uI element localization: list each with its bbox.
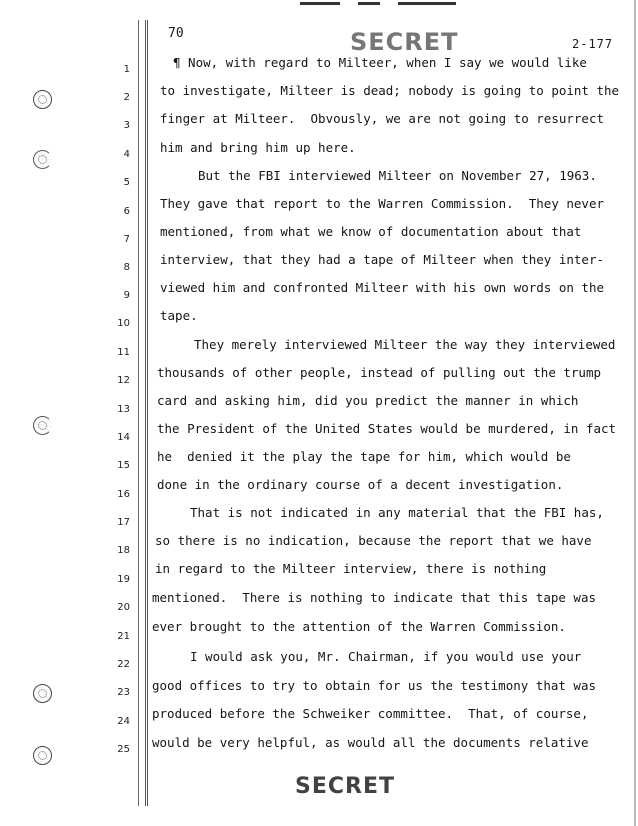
transcript-line: They merely interviewed Milteer the way they interviewed bbox=[194, 337, 616, 352]
line-number: 11 bbox=[117, 347, 130, 358]
transcript-line: That is not indicated in any material that the FBI has, bbox=[190, 505, 604, 520]
transcript-line: he denied it the play the tape for him, which would be bbox=[157, 449, 571, 464]
line-number: 1 bbox=[123, 64, 130, 75]
line-number: 23 bbox=[117, 687, 130, 698]
transcript-line: done in the ordinary course of a decent investigation. bbox=[157, 477, 564, 492]
transcript-line: interview, that they had a tape of Milteer when they inter- bbox=[160, 252, 605, 267]
line-number: 7 bbox=[123, 234, 130, 245]
transcript-line: mentioned. There is nothing to indicate that this tape was bbox=[152, 590, 597, 605]
classification-stamp-bottom: SECRET bbox=[295, 774, 395, 799]
transcript-line: They gave that report to the Warren Commission. They never bbox=[160, 196, 605, 211]
transcript-line: card and asking him, did you predict the manner in which bbox=[157, 393, 579, 408]
transcript-line: thousands of other people, instead of pulling out the trump bbox=[157, 365, 602, 380]
transcript-line: finger at Milteer. Obvously, we are not going to resurrect bbox=[160, 111, 605, 126]
transcript-line: to investigate, Milteer is dead; nobody is going to point the bbox=[160, 83, 620, 98]
transcript-line: But the FBI interviewed Milteer on November 27, 1963. bbox=[198, 168, 597, 183]
transcript-line: him and bring him up here. bbox=[160, 140, 356, 155]
line-number: 4 bbox=[123, 149, 130, 160]
transcript-line: would be very helpful, as would all the documents relative bbox=[152, 735, 589, 750]
line-number: 2 bbox=[123, 92, 130, 103]
line-number: 14 bbox=[117, 432, 130, 443]
transcript-line: in regard to the Milteer interview, there is nothing bbox=[155, 561, 547, 576]
transcript-line: mentioned, from what we know of documentation about that bbox=[160, 224, 582, 239]
transcript-line: produced before the Schweiker committee. That, of course, bbox=[152, 706, 589, 721]
margin-rule bbox=[138, 20, 139, 806]
transcript-line: viewed him and confronted Milteer with his own words on the bbox=[160, 280, 605, 295]
line-number: 12 bbox=[117, 375, 130, 386]
line-number: 8 bbox=[123, 262, 130, 273]
transcript-line: I would ask you, Mr. Chairman, if you would use your bbox=[190, 649, 582, 664]
transcript-line: the President of the United States would be murdered, in fact bbox=[157, 421, 617, 436]
transcript-line: good offices to try to obtain for us the testimony that was bbox=[152, 678, 597, 693]
page-number: 70 bbox=[168, 26, 184, 41]
binder-hole-icon bbox=[33, 416, 52, 435]
transcript-line: tape. bbox=[160, 308, 198, 323]
margin-rule-double bbox=[145, 20, 148, 806]
line-number: 13 bbox=[117, 404, 130, 415]
line-number: 3 bbox=[123, 120, 130, 131]
line-number: 22 bbox=[117, 659, 130, 670]
page-edge bbox=[634, 0, 636, 826]
line-number: 9 bbox=[123, 290, 130, 301]
transcript-line: ever brought to the attention of the Warren Commission. bbox=[152, 619, 566, 634]
binder-hole-icon bbox=[33, 150, 52, 169]
classification-stamp-top: SECRET bbox=[350, 28, 459, 56]
line-number: 21 bbox=[117, 631, 130, 642]
line-number: 24 bbox=[117, 716, 130, 727]
line-number: 15 bbox=[117, 460, 130, 471]
line-number: 18 bbox=[117, 545, 130, 556]
transcript-line: so there is no indication, because the report that we have bbox=[155, 533, 592, 548]
line-number: 17 bbox=[117, 517, 130, 528]
line-number: 5 bbox=[123, 177, 130, 188]
line-number: 6 bbox=[123, 206, 130, 217]
line-number: 16 bbox=[117, 489, 130, 500]
line-number: 20 bbox=[117, 602, 130, 613]
document-id: 2-177 bbox=[572, 37, 614, 51]
transcript-line: ¶ Now, with regard to Milteer, when I say we would like bbox=[173, 55, 587, 70]
line-number: 25 bbox=[117, 744, 130, 755]
binder-hole-icon bbox=[33, 746, 52, 765]
cropped-header-strip bbox=[300, 0, 470, 8]
binder-hole-icon bbox=[33, 684, 52, 703]
binder-hole-icon bbox=[33, 90, 52, 109]
line-number: 10 bbox=[117, 318, 130, 329]
line-number: 19 bbox=[117, 574, 130, 585]
